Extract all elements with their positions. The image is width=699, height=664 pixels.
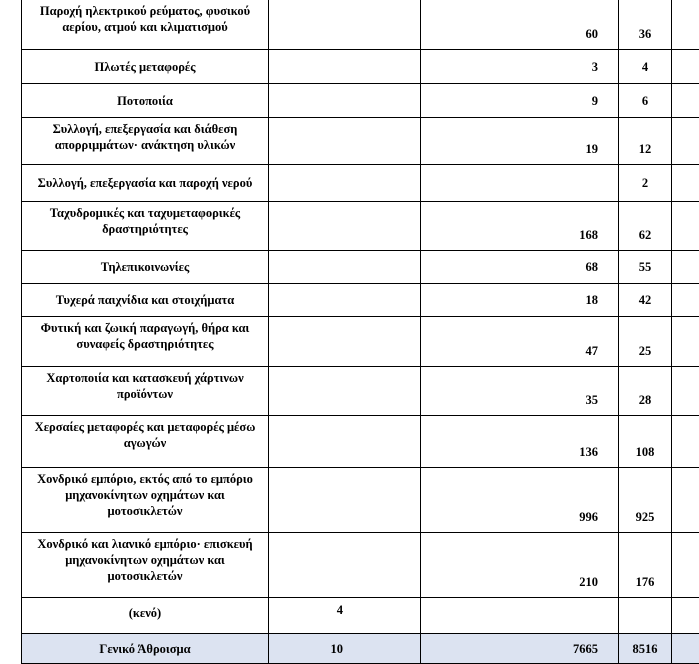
empty-cell xyxy=(672,468,699,533)
table-row xyxy=(22,50,699,84)
value-cell-a xyxy=(269,416,421,468)
value-cell-b: 47 xyxy=(421,317,619,367)
value-cell-b: 60 xyxy=(421,0,619,50)
activity-cell: Συλλογή, επεξεργασία και παροχή νερού xyxy=(22,165,269,202)
value-cell-b: 35 xyxy=(421,367,619,416)
value-cell-c: 28 xyxy=(619,367,672,416)
table-row xyxy=(22,202,699,251)
activity-cell: Χερσαίες μεταφορές και μεταφορές μέσω αγωγών xyxy=(22,416,269,468)
data-table xyxy=(21,0,699,664)
value-cell-c: 2 xyxy=(619,165,672,202)
value-cell-a xyxy=(269,50,421,84)
total-value-c: 8516 xyxy=(619,634,672,664)
value-cell-c: 42 xyxy=(619,284,672,317)
activity-cell: Συλλογή, επεξεργασία και διάθεση απορριμμάτων· ανάκτηση υλικών xyxy=(22,118,269,165)
table-row xyxy=(22,317,699,367)
value-cell-c: 108 xyxy=(619,416,672,468)
value-cell-a xyxy=(269,533,421,598)
total-value-b: 7665 xyxy=(421,634,619,664)
table-row xyxy=(22,598,699,634)
value-cell-c: 55 xyxy=(619,251,672,284)
table-row xyxy=(22,0,699,50)
value-cell-b: 19 xyxy=(421,118,619,165)
total-label: Γενικό Άθροισμα xyxy=(22,634,269,664)
activity-cell: Φυτική και ζωική παραγωγή, θήρα και συναφείς δραστηριότητες xyxy=(22,317,269,367)
value-cell-b: 18 xyxy=(421,284,619,317)
value-cell-b: 136 xyxy=(421,416,619,468)
empty-cell xyxy=(672,84,699,118)
value-cell-b: 168 xyxy=(421,202,619,251)
value-cell-a xyxy=(269,284,421,317)
value-cell-b: 210 xyxy=(421,533,619,598)
activity-cell: Χονδρικό και λιανικό εμπόριο· επισκευή μηχανοκίνητων οχημάτων και μοτοσικλετών xyxy=(22,533,269,598)
value-cell-a xyxy=(269,468,421,533)
table-row xyxy=(22,367,699,416)
value-cell-b xyxy=(421,165,619,202)
value-cell-a xyxy=(269,165,421,202)
value-cell-b: 68 xyxy=(421,251,619,284)
empty-cell xyxy=(672,50,699,84)
value-cell-b: 9 xyxy=(421,84,619,118)
value-cell-c: 25 xyxy=(619,317,672,367)
value-cell-c: 925 xyxy=(619,468,672,533)
activity-cell: Παροχή ηλεκτρικού ρεύματος, φυσικού αερίου, ατμού και κλιματισμού xyxy=(22,0,269,50)
value-cell-b: 996 xyxy=(421,468,619,533)
value-cell-a xyxy=(269,317,421,367)
empty-cell xyxy=(672,533,699,598)
table-row xyxy=(22,468,699,533)
value-cell-b xyxy=(421,598,619,634)
activity-cell: Χαρτοποιία και κατασκευή χάρτινων προϊόντων xyxy=(22,367,269,416)
empty-cell xyxy=(672,0,699,50)
value-cell-a xyxy=(269,0,421,50)
value-cell-c: 6 xyxy=(619,84,672,118)
empty-cell xyxy=(672,416,699,468)
activity-cell: Τυχερά παιχνίδια και στοιχήματα xyxy=(22,284,269,317)
total-value-a: 10 xyxy=(269,634,421,664)
value-cell-c: 36 xyxy=(619,0,672,50)
empty-cell xyxy=(672,367,699,416)
table-row xyxy=(22,84,699,118)
activity-cell: Τηλεπικοινωνίες xyxy=(22,251,269,284)
value-cell-a xyxy=(269,367,421,416)
activity-cell: (κενό) xyxy=(22,598,269,634)
empty-cell xyxy=(672,284,699,317)
value-cell-a xyxy=(269,202,421,251)
table-row xyxy=(22,118,699,165)
value-cell-c: 62 xyxy=(619,202,672,251)
data-table-container xyxy=(21,0,699,664)
value-cell-c: 12 xyxy=(619,118,672,165)
value-cell-c: 176 xyxy=(619,533,672,598)
value-cell-b: 3 xyxy=(421,50,619,84)
activity-cell: Ταχυδρομικές και ταχυμεταφορικές δραστηριότητες xyxy=(22,202,269,251)
value-cell-a xyxy=(269,251,421,284)
table-row xyxy=(22,165,699,202)
activity-cell: Πλωτές μεταφορές xyxy=(22,50,269,84)
table-row xyxy=(22,533,699,598)
total-empty-cell xyxy=(672,634,699,664)
empty-cell xyxy=(672,202,699,251)
value-cell-c: 4 xyxy=(619,50,672,84)
activity-cell: Ποτοποιία xyxy=(22,84,269,118)
empty-cell xyxy=(672,317,699,367)
empty-cell xyxy=(672,165,699,202)
value-cell-a xyxy=(269,118,421,165)
activity-cell: Χονδρικό εμπόριο, εκτός από το εμπόριο μηχανοκίνητων οχημάτων και μοτοσικλετών xyxy=(22,468,269,533)
value-cell-a xyxy=(269,84,421,118)
total-row xyxy=(22,634,699,664)
empty-cell xyxy=(672,251,699,284)
empty-cell xyxy=(672,118,699,165)
value-cell-a: 4 xyxy=(269,598,421,634)
table-row xyxy=(22,251,699,284)
value-cell-c xyxy=(619,598,672,634)
table-row xyxy=(22,416,699,468)
table-row xyxy=(22,284,699,317)
empty-cell xyxy=(672,598,699,634)
